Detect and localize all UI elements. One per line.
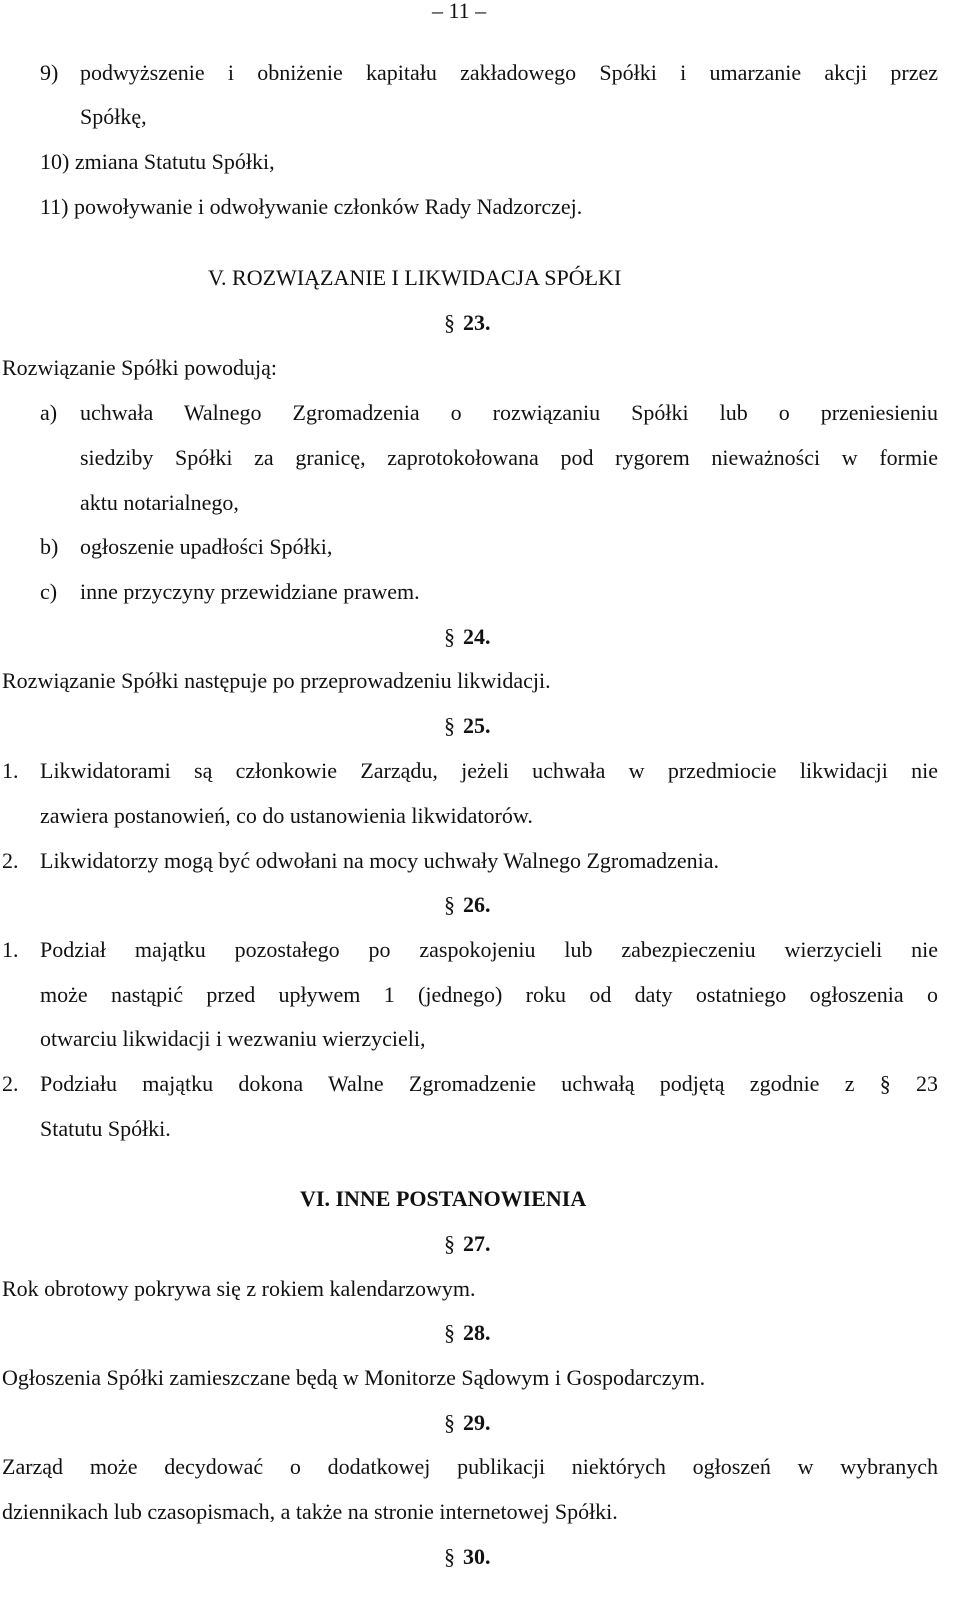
section-26-p2-label: 2.	[2, 1071, 19, 1096]
item-9-line-2: Spółkę,	[80, 104, 147, 129]
item-a-line-3: aktu notarialnego,	[80, 490, 239, 515]
section-29-heading	[444, 1408, 491, 1438]
section-27-heading	[444, 1229, 491, 1259]
item-c-text: inne przyczyny przewidziane prawem.	[80, 579, 420, 604]
item-10: 10) zmiana Statutu Spółki,	[40, 149, 275, 174]
section-symbol: §	[444, 1320, 455, 1345]
section-24-number: 24.	[463, 624, 491, 649]
section-23-lead: Rozwiązanie Spółki powodują:	[2, 355, 277, 380]
section-23-number: 23.	[463, 310, 491, 335]
section-26-p1-line-1: Podział majątku pozostałego po zaspokojeniu lub zabezpieczeniu wierzycieli nie	[40, 937, 938, 962]
section-27-number: 27.	[463, 1231, 491, 1256]
item-11: 11) powoływanie i odwoływanie członków Rady Nadzorczej.	[40, 194, 583, 219]
section-26-p2-line-1: Podziału majątku dokona Walne Zgromadzenie uchwałą podjętą zgodnie z § 23	[40, 1071, 938, 1096]
section-symbol: §	[444, 1231, 455, 1256]
section-28-text: Ogłoszenia Spółki zamieszczane będą w Monitorze Sądowym i Gospodarczym.	[2, 1365, 706, 1390]
section-26-p1-label: 1.	[2, 937, 19, 962]
section-symbol: §	[444, 1544, 455, 1569]
section-24-text: Rozwiązanie Spółki następuje po przeprowadzeniu likwidacji.	[2, 668, 551, 693]
section-symbol: §	[444, 892, 455, 917]
section-30-heading	[444, 1542, 491, 1572]
section-symbol: §	[444, 1410, 455, 1435]
item-a-label: a)	[40, 400, 58, 425]
section-29-number: 29.	[463, 1410, 491, 1435]
section-23-heading	[444, 308, 491, 338]
section-symbol: §	[444, 310, 455, 335]
section-27-text: Rok obrotowy pokrywa się z rokiem kalendarzowym.	[2, 1276, 476, 1301]
section-25-p2-label: 2.	[2, 848, 19, 873]
section-29-line-2: dziennikach lub czasopismach, a także na stronie internetowej Spółki.	[2, 1499, 618, 1524]
section-26-heading	[444, 890, 491, 920]
section-25-p1-label: 1.	[2, 758, 19, 783]
section-30-number: 30.	[463, 1544, 491, 1569]
section-25-number: 25.	[463, 713, 491, 738]
section-28-number: 28.	[463, 1320, 491, 1345]
section-25-p1-line-1: Likwidatorami są członkowie Zarządu, jeżeli uchwała w przedmiocie likwidacji nie	[40, 758, 938, 783]
chapter-6-heading: VI. INNE POSTANOWIENIA	[300, 1186, 587, 1211]
item-b-text: ogłoszenie upadłości Spółki,	[80, 534, 333, 559]
item-a-line-1: uchwała Walnego Zgromadzenia o rozwiązaniu Spółki lub o przeniesieniu	[80, 400, 938, 425]
section-25-p1-line-2: zawiera postanowień, co do ustanowienia likwidatorów.	[40, 803, 533, 828]
section-24-heading	[444, 622, 491, 652]
section-26-p1-line-3: otwarciu likwidacji i wezwaniu wierzycieli,	[40, 1026, 426, 1051]
item-9-label: 9)	[40, 60, 59, 85]
section-26-p2-line-2: Statutu Spółki.	[40, 1116, 171, 1141]
section-symbol: §	[444, 624, 455, 649]
chapter-5-heading: V. ROZWIĄZANIE I LIKWIDACJA SPÓŁKI	[208, 265, 622, 290]
item-9-line-1: podwyższenie i obniżenie kapitału zakładowego Spółki i umarzanie akcji przez	[80, 60, 938, 85]
section-28-heading	[444, 1318, 491, 1348]
section-25-heading	[444, 711, 491, 741]
section-26-p1-line-2: może nastąpić przed upływem 1 (jednego) roku od daty ostatniego ogłoszenia o	[40, 982, 938, 1007]
page-number: – 11 –	[432, 0, 487, 23]
section-symbol: §	[444, 713, 455, 738]
section-25-p2-text: Likwidatorzy mogą być odwołani na mocy uchwały Walnego Zgromadzenia.	[40, 848, 720, 873]
section-26-number: 26.	[463, 892, 491, 917]
item-a-line-2: siedziby Spółki za granicę, zaprotokołowana pod rygorem nieważności w formie	[80, 445, 938, 470]
item-c-label: c)	[40, 579, 58, 604]
item-b-label: b)	[40, 534, 59, 559]
section-29-line-1: Zarząd może decydować o dodatkowej publikacji niektórych ogłoszeń w wybranych	[2, 1454, 938, 1479]
